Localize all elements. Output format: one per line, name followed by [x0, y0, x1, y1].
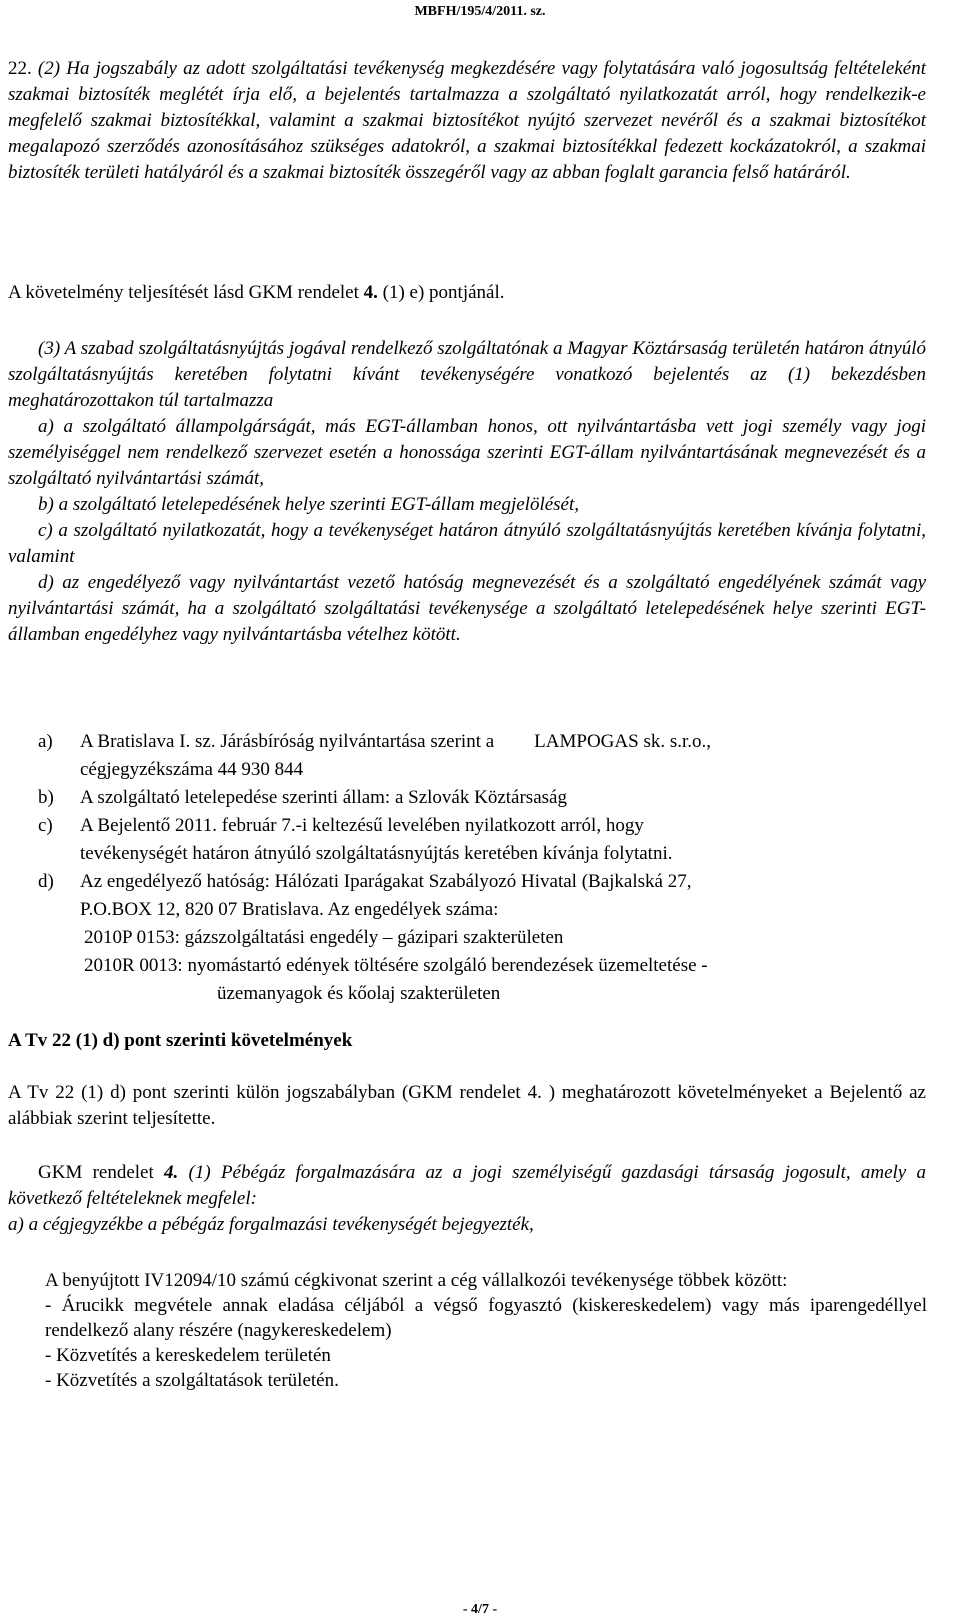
requirement-note-text: A követelmény teljesítését lásd GKM rendelet — [8, 282, 364, 303]
activity-item-2: - Közvetítés a kereskedelem területén — [45, 1345, 331, 1366]
gkm-prefix: GKM rendelet — [38, 1162, 165, 1183]
section-heading: A Tv 22 (1) d) pont szerinti követelmények — [8, 1030, 353, 1051]
requirement-note-paragraph-number: 4. — [363, 282, 378, 303]
answer-a-line — [80, 728, 928, 756]
activities-intro: A benyújtott IV12094/10 számú cégkivonat szerint a cég vállalkozói tevékenysége többek között: — [45, 1270, 788, 1291]
answer-d-text-1: Az engedélyező hatóság: Hálózati Iparágakat Szabályozó Hivatal (Bajkalská 27, — [80, 871, 692, 892]
answer-c-label: c) — [38, 815, 53, 836]
license-1: 2010P 0153: gázszolgáltatási engedély – gázipari szakterületen — [84, 927, 564, 948]
paragraph-3-intro: (3) A szabad szolgáltatásnyújtás jogával rendelkező szolgáltatónak a Magyar Köztársaság területén határon átnyúló szolgáltatásnyújtás keretében folytatni kívánt tevékenységére vonatkozó bejelentés az (1) bekezdésben meghatározottakon túl tartalmazza — [8, 338, 926, 411]
answer-c — [38, 812, 928, 868]
document-reference-header: MBFH/195/4/2011. sz. — [414, 4, 546, 19]
paragraph-3-point-a: a) a szolgáltató állampolgárságát, más EGT-államban honos, ott nyilvántartásba vett jogi személy vagy jogi személyiséggel nem rendelkező szervezet esetén a honossága szerinti EGT-állam nyilvántartásának megnevezését és a szolgáltató nyilvántartási számát, — [8, 416, 926, 489]
requirement-note-point: (1) e) pontjánál. — [377, 282, 505, 303]
section-number: 22. — [8, 58, 32, 79]
paragraph-22-2 — [8, 56, 926, 186]
answer-a-text: A Bratislava I. sz. Járásbíróság nyilvántartása szerint a — [80, 731, 495, 752]
gkm-paragraph-text: (1) Pébégáz forgalmazására az a jogi személyiségű gazdasági társaság jogosult, amely a következő feltételeknek megfelel: — [8, 1162, 926, 1209]
answer-a-label: a) — [38, 731, 53, 752]
answer-a-company: LAMPOGAS sk. s.r.o., — [534, 731, 712, 752]
activity-item-3: - Közvetítés a szolgáltatások területén. — [45, 1370, 339, 1391]
paragraph-3 — [8, 336, 926, 648]
answer-b — [38, 784, 928, 812]
license-2: 2010R 0013: nyomástartó edények töltésére szolgáló berendezések üzemeltetése - — [84, 955, 708, 976]
gkm-paragraph — [8, 1160, 926, 1238]
compliance-answers-list — [38, 728, 928, 1008]
company-activities — [45, 1268, 927, 1393]
answer-c-text-1: A Bejelentő 2011. február 7.-i keltezésű levelében nyilatkozott arról, hogy — [80, 815, 644, 836]
answer-c-text-2: tevékenységét határon átnyúló szolgáltatásnyújtás keretében kívánja folytatni. — [80, 843, 673, 864]
gkm-point-a: a) a cégjegyzékbe a pébégáz forgalmazási tevékenységét bejegyezték, — [8, 1214, 534, 1235]
paragraph-3-point-c: c) a szolgáltató nyilatkozatát, hogy a tevékenységet határon átnyúló szolgáltatásnyújtás keretében kívánja folytatni, valamint — [8, 520, 926, 567]
requirement-note — [8, 280, 926, 306]
license-2-continued: üzemanyagok és kőolaj szakterületen — [217, 983, 501, 1004]
paragraph-3-point-d: d) az engedélyező vagy nyilvántartást vezető hatóság megnevezését és a szolgáltató engedélyének számát vagy nyilvántartási számát, ha a szolgáltató szolgáltatási tevékenysége a szolgáltató letelepedésének helye szerinti EGT-államban engedélyhez vagy nyilvántartásba vételhez kötött. — [8, 572, 926, 645]
answer-a — [38, 728, 928, 784]
paragraph-3-point-b: b) a szolgáltató letelepedésének helye szerinti EGT-állam megjelölését, — [38, 494, 580, 515]
answer-b-text: A szolgáltató letelepedése szerinti állam: a Szlovák Köztársaság — [80, 787, 567, 808]
gkm-paragraph-number: 4. — [164, 1162, 179, 1183]
page-number: - 4/7 - — [462, 1602, 498, 1617]
answer-d-label: d) — [38, 871, 54, 892]
answer-b-label: b) — [38, 787, 54, 808]
paragraph-22-2-text: (2) Ha jogszabály az adott szolgáltatási tevékenység megkezdésére vagy folytatására való jogosultság feltételeként szakmai biztosíték meglétét írja elő, a bejelentés tartalmazza a szolgáltató nyilatkozatát arról, hogy rendelkezik-e megfelelő szakmai biztosítékkal, valamint a szakmai biztosítékot nyújtó szervezet nevéről és a szakmai biztosítékot megalapozó szerződés azonosításához szükséges adatokról, a szakmai biztosítékkal fedezett kockázatokról, a szakmai biztosíték területi hatályáról és a szakmai biztosíték összegéről vagy az abban foglalt garancia felső határáról. — [8, 58, 926, 183]
tv-paragraph: A Tv 22 (1) d) pont szerinti külön jogszabályban (GKM rendelet 4. ) meghatározott követelményeket a Bejelentő az alábbiak szerint teljesítette. — [8, 1082, 926, 1129]
gkm-paragraph-4-1 — [8, 1160, 926, 1212]
answer-d-text-2: P.O.BOX 12, 820 07 Bratislava. Az engedélyek száma: — [80, 899, 499, 920]
answer-d — [38, 868, 928, 1008]
activity-item-1: - Árucikk megvétele annak eladása céljából a végső fogyasztó (kiskereskedelem) vagy más iparengedéllyel rendelkező alany részére (nagykereskedelem) — [45, 1295, 927, 1341]
answer-a-registration: cégjegyzékszáma 44 930 844 — [80, 759, 304, 780]
